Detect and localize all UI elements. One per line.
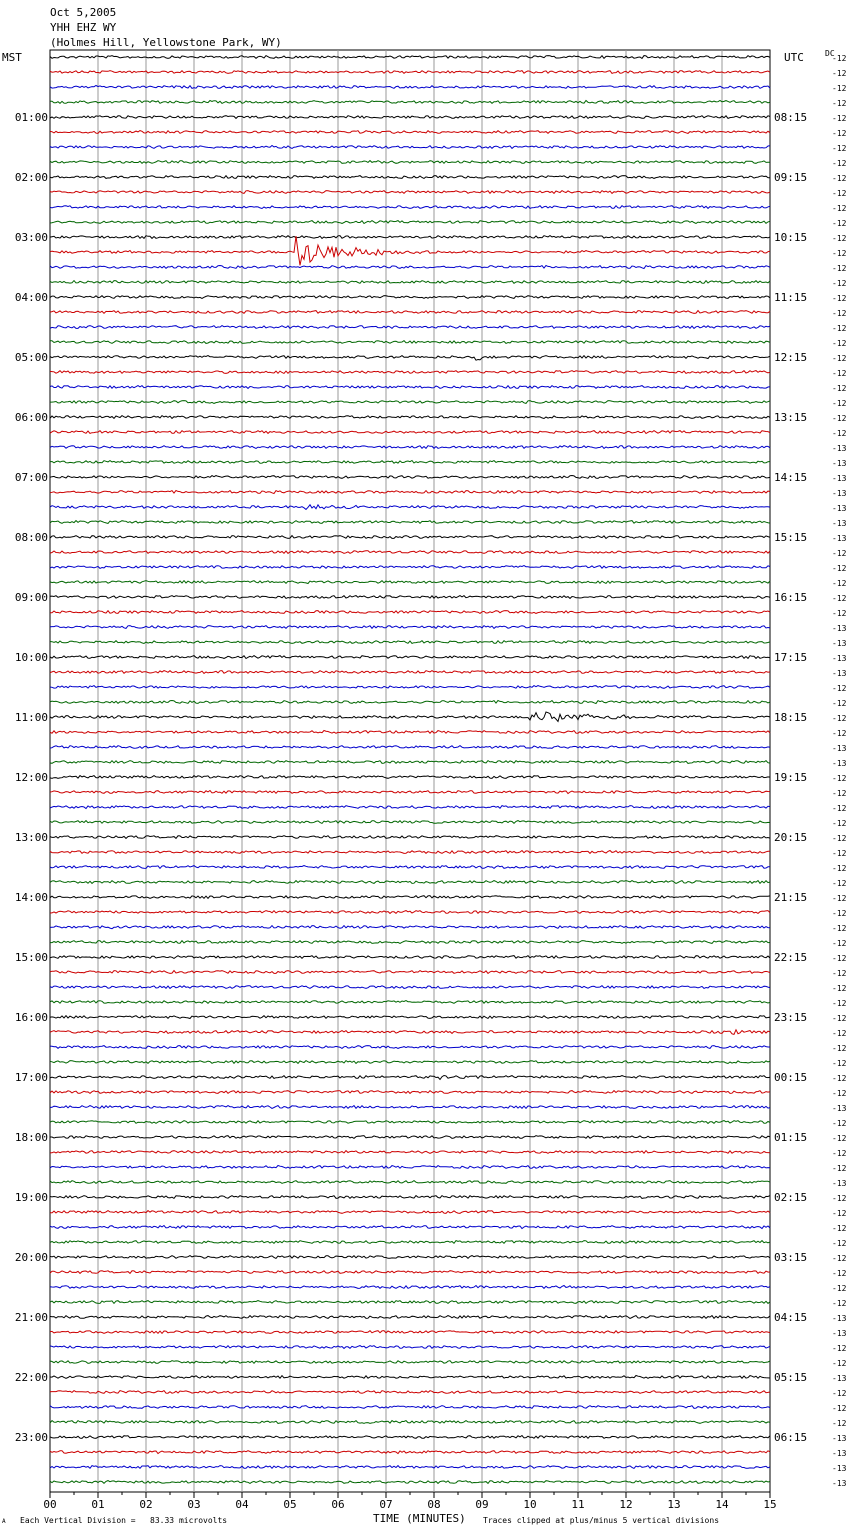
dc-offset-label: -12 xyxy=(832,1404,847,1413)
dc-offset-label: -12 xyxy=(832,279,847,288)
trace-line xyxy=(50,341,770,344)
trace-line xyxy=(50,791,770,794)
trace-line xyxy=(50,86,770,89)
trace-line xyxy=(50,386,770,389)
trace-line xyxy=(50,881,770,884)
dc-offset-label: -12 xyxy=(832,804,847,813)
trace-line xyxy=(50,806,770,809)
left-hour-label: 05:00 xyxy=(14,351,48,364)
dc-offset-label: -13 xyxy=(832,1104,847,1113)
dc-offset-label: -12 xyxy=(832,939,847,948)
dc-offset-label: -12 xyxy=(832,774,847,783)
dc-offset-label: -13 xyxy=(832,1464,847,1473)
right-hour-label: 15:15 xyxy=(774,531,808,544)
dc-offset-label: -12 xyxy=(832,984,847,993)
trace-line xyxy=(50,896,770,899)
trace-line xyxy=(50,851,770,854)
station-code: YHH EHZ WY xyxy=(50,21,117,34)
trace-line xyxy=(50,476,770,479)
x-tick-label: 10 xyxy=(523,1498,537,1511)
dc-offset-label: -12 xyxy=(832,69,847,78)
dc-offset-label: -12 xyxy=(832,729,847,738)
left-hour-label: 01:00 xyxy=(14,111,48,124)
trace-line xyxy=(50,521,770,524)
trace-line xyxy=(50,1271,770,1274)
left-hour-label: 10:00 xyxy=(14,651,48,664)
dc-offset-label: -12 xyxy=(832,1389,847,1398)
trace-line xyxy=(50,926,770,929)
trace-line xyxy=(50,296,770,299)
trace-line xyxy=(50,1331,770,1334)
left-hour-label: 23:00 xyxy=(14,1431,48,1444)
trace-line xyxy=(50,1196,770,1199)
dc-offset-label: -12 xyxy=(832,1134,847,1143)
dc-offset-label: -12 xyxy=(832,894,847,903)
right-hour-label: 22:15 xyxy=(774,951,808,964)
right-hour-label: 09:15 xyxy=(774,171,808,184)
dc-offset-label: -12 xyxy=(832,1224,847,1233)
trace-line xyxy=(50,236,770,265)
trace-line xyxy=(50,1286,770,1289)
trace-line xyxy=(50,1151,770,1154)
trace-line xyxy=(50,1181,770,1184)
dc-offset-label: -13 xyxy=(832,1434,847,1443)
left-hour-label: 03:00 xyxy=(14,231,48,244)
clip-note: Traces clipped at plus/minus 5 vertical divisions xyxy=(483,1516,720,1525)
right-hour-label: 14:15 xyxy=(774,471,808,484)
trace-line xyxy=(50,1316,770,1319)
dc-offset-label: -12 xyxy=(832,819,847,828)
trace-line xyxy=(50,1346,770,1349)
right-hour-label: 08:15 xyxy=(774,111,808,124)
dc-offset-label: -12 xyxy=(832,204,847,213)
dc-offset-label: -12 xyxy=(832,909,847,918)
dc-offset-label: -12 xyxy=(832,864,847,873)
trace-line xyxy=(50,712,770,722)
dc-label: DC xyxy=(825,49,835,58)
dc-offset-label: -12 xyxy=(832,144,847,153)
dc-offset-label: -12 xyxy=(832,1074,847,1083)
dc-offset-label: -12 xyxy=(832,1149,847,1158)
dc-offset-label: -12 xyxy=(832,54,847,63)
dc-offset-label: -13 xyxy=(832,759,847,768)
trace-line xyxy=(50,596,770,599)
trace-line xyxy=(50,326,770,329)
trace-line xyxy=(50,971,770,974)
dc-offset-label: -12 xyxy=(832,1269,847,1278)
trace-line xyxy=(50,611,770,614)
dc-offset-label: -13 xyxy=(832,1374,847,1383)
trace-line xyxy=(50,401,770,404)
dc-offset-label: -13 xyxy=(832,489,847,498)
trace-line xyxy=(50,836,770,839)
trace-line xyxy=(50,461,770,464)
left-hour-label: 22:00 xyxy=(14,1371,48,1384)
trace-line xyxy=(50,176,770,179)
dc-offset-label: -12 xyxy=(832,924,847,933)
trace-line xyxy=(50,1466,770,1469)
dc-offset-label: -13 xyxy=(832,534,847,543)
right-hour-label: 19:15 xyxy=(774,771,808,784)
record-date: Oct 5,2005 xyxy=(50,6,117,19)
left-hour-label: 15:00 xyxy=(14,951,48,964)
trace-line xyxy=(50,656,770,659)
trace-line xyxy=(50,1121,770,1124)
right-hour-label: 11:15 xyxy=(774,291,808,304)
left-timezone-label: MST xyxy=(2,51,22,64)
dc-offset-label: -13 xyxy=(832,1329,847,1338)
trace-line xyxy=(50,446,770,449)
trace-line xyxy=(50,1451,770,1454)
left-hour-label: 06:00 xyxy=(14,411,48,424)
x-tick-label: 01 xyxy=(91,1498,105,1511)
left-hour-label: 13:00 xyxy=(14,831,48,844)
trace-line xyxy=(50,671,770,674)
right-hour-label: 21:15 xyxy=(774,891,808,904)
trace-line xyxy=(50,281,770,284)
dc-offset-label: -12 xyxy=(832,1194,847,1203)
dc-offset-label: -12 xyxy=(832,84,847,93)
dc-offset-label: -12 xyxy=(832,954,847,963)
right-hour-label: 05:15 xyxy=(774,1371,808,1384)
trace-line xyxy=(50,941,770,944)
dc-offset-label: -12 xyxy=(832,234,847,243)
x-tick-label: 04 xyxy=(235,1498,249,1511)
dc-offset-label: -13 xyxy=(832,744,847,753)
dc-offset-label: -12 xyxy=(832,699,847,708)
trace-line xyxy=(50,101,770,104)
dc-offset-label: -12 xyxy=(832,1344,847,1353)
trace-line xyxy=(50,1406,770,1409)
right-hour-label: 18:15 xyxy=(774,711,808,724)
trace-line xyxy=(50,1030,770,1035)
dc-offset-label: -12 xyxy=(832,354,847,363)
left-hour-label: 17:00 xyxy=(14,1071,48,1084)
trace-line xyxy=(50,776,770,779)
trace-line xyxy=(50,356,770,361)
dc-offset-label: -12 xyxy=(832,879,847,888)
left-hour-label: 11:00 xyxy=(14,711,48,724)
dc-offset-label: -13 xyxy=(832,444,847,453)
dc-offset-label: -12 xyxy=(832,369,847,378)
dc-offset-label: -12 xyxy=(832,1419,847,1428)
dc-offset-label: -12 xyxy=(832,1299,847,1308)
dc-offset-label: -12 xyxy=(832,294,847,303)
left-hour-label: 16:00 xyxy=(14,1011,48,1024)
dc-offset-label: -12 xyxy=(832,999,847,1008)
dc-offset-label: -12 xyxy=(832,579,847,588)
x-tick-label: 07 xyxy=(379,1498,393,1511)
dc-offset-label: -12 xyxy=(832,189,847,198)
dc-offset-label: -13 xyxy=(832,654,847,663)
right-hour-label: 00:15 xyxy=(774,1071,808,1084)
dc-offset-label: -12 xyxy=(832,264,847,273)
x-tick-label: 14 xyxy=(715,1498,729,1511)
trace-line xyxy=(50,1436,770,1439)
x-tick-label: 13 xyxy=(667,1498,681,1511)
dc-offset-label: -13 xyxy=(832,1479,847,1488)
trace-line xyxy=(50,581,770,584)
left-hour-label: 21:00 xyxy=(14,1311,48,1324)
dc-offset-label: -12 xyxy=(832,384,847,393)
trace-line xyxy=(50,56,770,59)
trace-line xyxy=(50,161,770,164)
dc-offset-label: -12 xyxy=(832,834,847,843)
dc-offset-label: -12 xyxy=(832,339,847,348)
trace-line xyxy=(50,746,770,749)
trace-line xyxy=(50,866,770,869)
x-tick-label: 15 xyxy=(763,1498,777,1511)
trace-line xyxy=(50,761,770,764)
trace-line xyxy=(50,1391,770,1394)
dc-offset-label: -12 xyxy=(832,789,847,798)
dc-offset-label: -12 xyxy=(832,684,847,693)
trace-line xyxy=(50,1136,770,1139)
dc-offset-label: -12 xyxy=(832,1239,847,1248)
left-hour-label: 08:00 xyxy=(14,531,48,544)
trace-line xyxy=(50,71,770,74)
x-tick-label: 03 xyxy=(187,1498,201,1511)
dc-offset-label: -13 xyxy=(832,639,847,648)
trace-line xyxy=(50,1421,770,1424)
x-tick-label: 09 xyxy=(475,1498,489,1511)
trace-line xyxy=(50,1361,770,1364)
right-hour-label: 06:15 xyxy=(774,1431,808,1444)
trace-line xyxy=(50,1256,770,1259)
dc-offset-label: -13 xyxy=(832,504,847,513)
x-tick-label: 08 xyxy=(427,1498,441,1511)
right-hour-label: 13:15 xyxy=(774,411,808,424)
trace-line xyxy=(50,431,770,434)
trace-line xyxy=(50,1076,770,1080)
dc-offset-label: -13 xyxy=(832,519,847,528)
dc-offset-label: -12 xyxy=(832,849,847,858)
left-hour-label: 04:00 xyxy=(14,291,48,304)
dc-offset-label: -12 xyxy=(832,1029,847,1038)
x-axis-title: TIME (MINUTES) xyxy=(373,1512,466,1525)
trace-line xyxy=(50,505,770,510)
trace-line xyxy=(50,206,770,209)
dc-offset-label: -12 xyxy=(832,1284,847,1293)
trace-line xyxy=(50,536,770,539)
dc-offset-label: -13 xyxy=(832,1449,847,1458)
dc-offset-label: -13 xyxy=(832,474,847,483)
dc-offset-label: -12 xyxy=(832,219,847,228)
left-hour-label: 02:00 xyxy=(14,171,48,184)
trace-line xyxy=(50,701,770,704)
trace-line xyxy=(50,416,770,419)
trace-line xyxy=(50,311,770,314)
dc-offset-label: -12 xyxy=(832,609,847,618)
right-hour-label: 03:15 xyxy=(774,1251,808,1264)
dc-offset-label: -13 xyxy=(832,459,847,468)
dc-offset-label: -12 xyxy=(832,1044,847,1053)
dc-offset-label: -12 xyxy=(832,549,847,558)
right-hour-label: 01:15 xyxy=(774,1131,808,1144)
left-hour-label: 20:00 xyxy=(14,1251,48,1264)
trace-line xyxy=(50,116,770,119)
dc-offset-label: -12 xyxy=(832,114,847,123)
dc-offset-label: -12 xyxy=(832,714,847,723)
dc-offset-label: -12 xyxy=(832,429,847,438)
dc-offset-label: -12 xyxy=(832,969,847,978)
right-hour-label: 20:15 xyxy=(774,831,808,844)
dc-offset-label: -12 xyxy=(832,399,847,408)
trace-line xyxy=(50,1091,770,1094)
dc-offset-label: -12 xyxy=(832,1089,847,1098)
trace-line xyxy=(50,566,770,569)
left-hour-label: 14:00 xyxy=(14,891,48,904)
trace-line xyxy=(50,191,770,194)
trace-line xyxy=(50,1241,770,1244)
x-tick-label: 00 xyxy=(43,1498,57,1511)
right-hour-label: 16:15 xyxy=(774,591,808,604)
trace-line xyxy=(50,1046,770,1049)
dc-offset-label: -12 xyxy=(832,564,847,573)
dc-offset-label: -12 xyxy=(832,129,847,138)
scale-note: Each Vertical Division = 83.33 microvolts xyxy=(20,1516,228,1525)
right-hour-label: 23:15 xyxy=(774,1011,808,1024)
dc-offset-label: -12 xyxy=(832,1209,847,1218)
x-tick-label: 02 xyxy=(139,1498,153,1511)
left-hour-label: 12:00 xyxy=(14,771,48,784)
trace-line xyxy=(50,1106,770,1109)
trace-line xyxy=(50,1211,770,1214)
trace-line xyxy=(50,1301,770,1304)
dc-offset-label: -12 xyxy=(832,594,847,603)
right-timezone-label: UTC xyxy=(784,51,804,64)
trace-line xyxy=(50,911,770,914)
dc-offset-label: -12 xyxy=(832,249,847,258)
trace-line xyxy=(50,731,770,734)
trace-line xyxy=(50,626,770,629)
trace-line xyxy=(50,821,770,824)
trace-line xyxy=(50,551,770,554)
trace-line xyxy=(50,956,770,959)
trace-line xyxy=(50,146,770,149)
trace-line xyxy=(50,371,770,374)
left-hour-label: 19:00 xyxy=(14,1191,48,1204)
dc-offset-label: -12 xyxy=(832,1119,847,1128)
trace-line xyxy=(50,1016,770,1019)
dc-offset-label: -12 xyxy=(832,159,847,168)
trace-line xyxy=(50,221,770,224)
trace-line xyxy=(50,1226,770,1229)
right-hour-label: 17:15 xyxy=(774,651,808,664)
station-location: (Holmes Hill, Yellowstone Park, WY) xyxy=(50,36,282,49)
trace-line xyxy=(50,1001,770,1004)
dc-offset-label: -12 xyxy=(832,1059,847,1068)
right-hour-label: 10:15 xyxy=(774,231,808,244)
left-hour-label: 09:00 xyxy=(14,591,48,604)
trace-line xyxy=(50,1481,770,1484)
corner-mark: A xyxy=(2,1518,6,1525)
dc-offset-label: -12 xyxy=(832,174,847,183)
dc-offset-label: -13 xyxy=(832,669,847,678)
x-tick-label: 05 xyxy=(283,1498,297,1511)
x-tick-label: 06 xyxy=(331,1498,345,1511)
trace-line xyxy=(50,131,770,134)
dc-offset-label: -12 xyxy=(832,99,847,108)
dc-offset-label: -12 xyxy=(832,324,847,333)
dc-offset-label: -13 xyxy=(832,1314,847,1323)
dc-offset-label: -12 xyxy=(832,414,847,423)
trace-line xyxy=(50,236,770,239)
dc-offset-label: -12 xyxy=(832,1254,847,1263)
dc-offset-label: -12 xyxy=(832,309,847,318)
trace-line xyxy=(50,1376,770,1379)
trace-line xyxy=(50,1166,770,1169)
trace-line xyxy=(50,686,770,689)
trace-line xyxy=(50,491,770,494)
x-tick-label: 12 xyxy=(619,1498,633,1511)
trace-line xyxy=(50,986,770,989)
dc-offset-label: -12 xyxy=(832,1359,847,1368)
dc-offset-label: -12 xyxy=(832,1014,847,1023)
right-hour-label: 02:15 xyxy=(774,1191,808,1204)
left-hour-label: 18:00 xyxy=(14,1131,48,1144)
trace-line xyxy=(50,1061,770,1064)
x-tick-label: 11 xyxy=(571,1498,585,1511)
left-hour-label: 07:00 xyxy=(14,471,48,484)
dc-offset-label: -12 xyxy=(832,1164,847,1173)
dc-offset-label: -13 xyxy=(832,624,847,633)
right-hour-label: 04:15 xyxy=(774,1311,808,1324)
trace-line xyxy=(50,641,770,644)
dc-offset-label: -13 xyxy=(832,1179,847,1188)
right-hour-label: 12:15 xyxy=(774,351,808,364)
trace-line xyxy=(50,266,770,269)
